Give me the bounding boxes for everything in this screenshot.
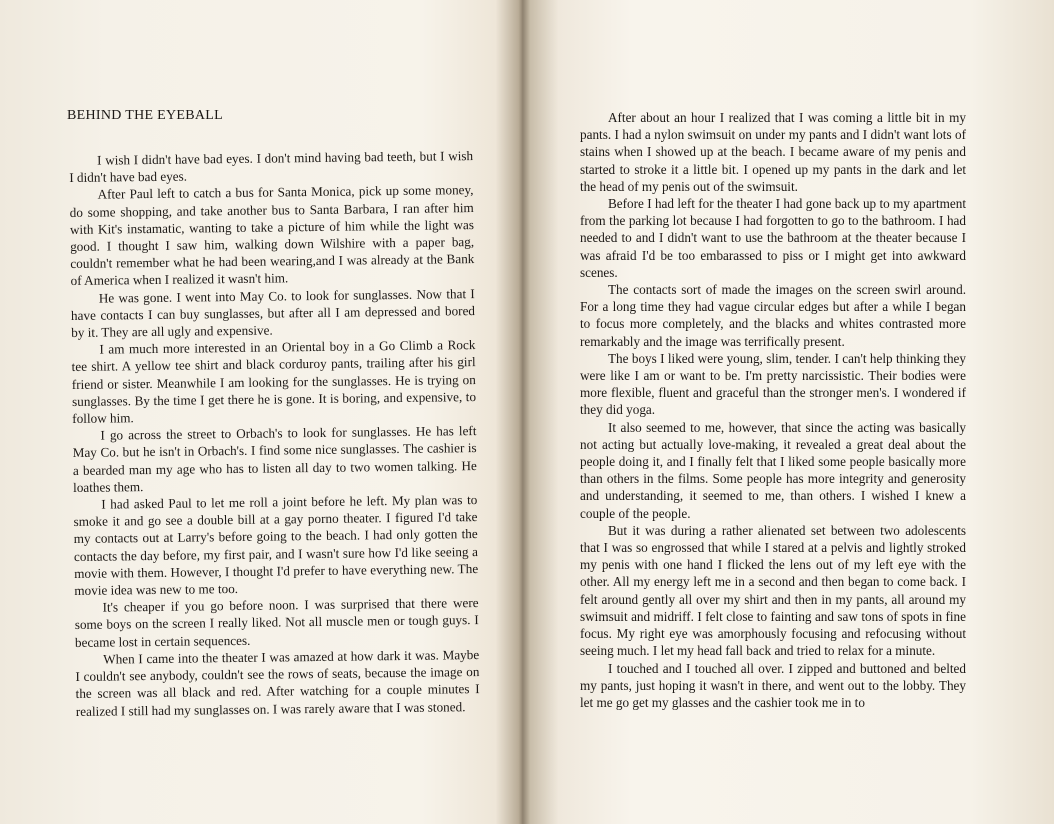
paragraph: After about an hour I realized that I was coming a little bit in my pants. I had a nylon swimsuit on under my pants and I didn't want lots of stains when I showed up at the beach. I became aware of my penis and started to stroke it a little bit. I opened up my pants in the dark and let the head of my penis out of the swimsuit. [580, 110, 966, 194]
paragraph: I had asked Paul to let me roll a joint before he left. My plan was to smoke it and go see a double bill at a gay porno theater. I figured I'd take my contacts out at Larry's before going to the beach. I had only gotten the contacts the day before, my first pair, and I wasn't sure how I'd like seeing a movie with them. However, I thought I'd prefer to have everything new. The movie idea was new to me too. [73, 492, 479, 599]
paragraph: I go across the street to Orbach's to look for sunglasses. He has left May Co. but he isn't in Orbach's. I find some nice sunglasses. The cashier is a bearded man my age who has to listen all day to two women talking. He loathes them. [72, 423, 477, 495]
right-page-text [580, 109, 966, 711]
paragraph: But it was during a rather alienated set between two adolescents that I was so engrossed that while I stared at a pelvis and lightly stroked my penis with one hand I flicked the lens out of my left eye with the other. All my energy left me in a second and then began to come back. I felt around gently all over my shirt and then in my pants, all around my swimsuit and midriff. I felt close to fainting and saw tons of spots in fine focus. My right eye was amorphously focusing and refocusing without seeing much. I let my head fall back and tried to relax for a minute. [580, 522, 966, 659]
paragraph: He was gone. I went into May Co. to look for sunglasses. Now that I have contacts I can buy sunglasses, but after all I am depressed and bored by it. They are all ugly and expensive. [70, 285, 476, 341]
paragraph: I am much more interested in an Oriental boy in a Go Climb a Rock tee shirt. A yellow tee shirt and black corduroy pants, trailing after his girl friend or sister. Meanwhile I am looking for the sunglasses. He is trying on sunglasses. By the time I get there he is gone. It is boring, and expensive, to follow him. [71, 337, 477, 427]
paragraph: After Paul left to catch a bus for Santa Monica, pick up some money, do some shopping, and take another bus to Santa Barbara, I ran after him with Kit's instamatic, wanting to take a picture of him while the light was good. I thought I saw him, walking down Wilshire with a paper bag, couldn't remember what he had been wearing,and I was already at the Bank of America when I realized it wasn't him. [69, 182, 475, 289]
left-page [0, 0, 512, 824]
right-page [520, 0, 1054, 824]
paragraph: When I came into the theater I was amazed at how dark it was. Maybe I couldn't see anybody, couldn't see the rows of seats, because the image on the screen was all black and red. After watching for a couple minutes I realized I still had my sunglasses on. I was rarely aware that I was stoned. [75, 646, 480, 719]
paragraph: Before I had left for the theater I had gone back up to my apartment from the parking lot because I had forgotten to go to the bathroom. I had needed to and I didn't want to use the bathroom at the theater because I was afraid I'd be too embarassed to piss or I might get into awkward scenes. [580, 196, 966, 280]
paragraph: It's cheaper if you go before noon. I was surprised that there were some boys on the screen I really liked. Not all muscle men or tough guys. I became lost in certain sequences. [74, 595, 479, 650]
running-head: BEHIND THE EYEBALL [67, 108, 224, 123]
paragraph: The contacts sort of made the images on the screen swirl around. For a long time they had vague circular edges but after a while I began to focus more completely, and the blacks and whites contrasted more remarkably and the image was terrifically present. [580, 282, 966, 349]
paragraph: The boys I liked were young, slim, tender. I can't help thinking they were like I am or want to be. I'm pretty narcissistic. Their bodies were more flexible, fluent and graceful than the stronger men's. I wondered if they did yoga. [580, 350, 966, 418]
left-page-text [69, 147, 480, 720]
paragraph: I wish I didn't have bad eyes. I don't mind having bad teeth, but I wish I didn't have bad eyes. [69, 148, 474, 186]
paragraph: I touched and I touched all over. I zipped and buttoned and belted my pants, just hoping it wasn't in there, and went out to the lobby. They let me go get my glasses and the cashier took me in to [580, 660, 966, 710]
paragraph: It also seemed to me, however, that since the acting was basically not acting but actually love-making, it revealed a great deal about the people doing it, and I finally felt that I liked some people basically more than others in the films. Some people has more integrity and generosity and understanding, it seemed to me, than others. I wished I knew a couple of the people. [580, 419, 966, 521]
